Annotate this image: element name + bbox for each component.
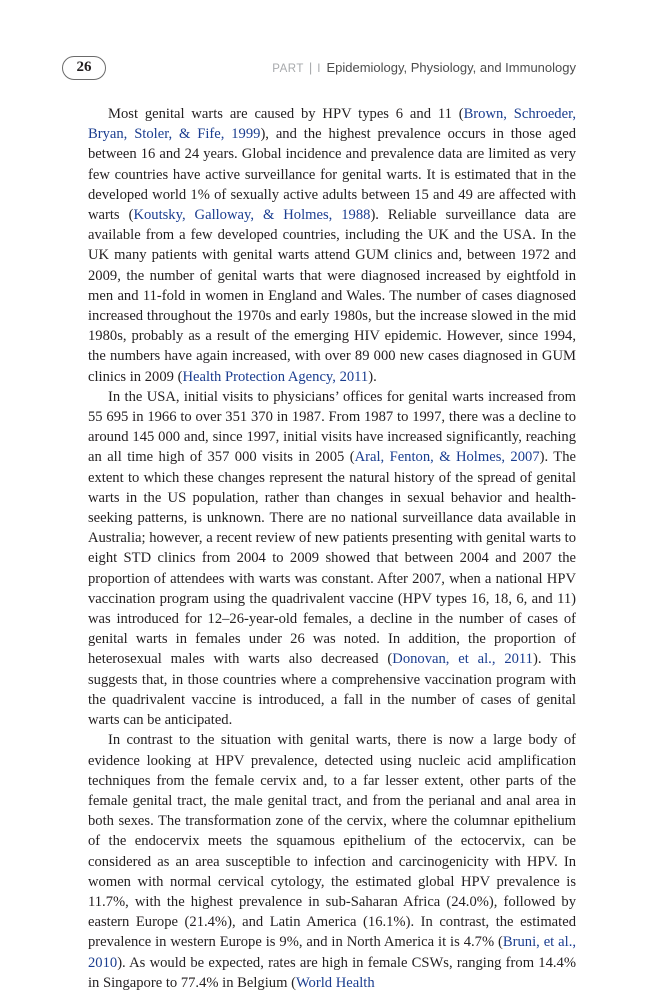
- separator: |: [308, 60, 313, 75]
- paragraph: [88, 387, 576, 730]
- body-text-run: In contrast to the situation with genital warts, there is now a large body of evidence looking at HPV prevalence, detected using nucleic acid amplification techniques from the female cervix and, to a far lesser extent, other parts of the female genital tract, the male genital tract, and from the perianal and anal area in both sexes. The transformation zone of the cervix, where the columnar epithelium of the endocervix meets the squamous epithelium of the ectocervix, can be considered as an area susceptible to infection and carcinogenicity with HPV. In women with normal cervical cytology, the estimated global HPV prevalence is 11.7%, with the highest prevalence in sub-Saharan Africa (24.0%), followed by eastern Europe (21.4%), and Latin America (16.1%). In contrast, the estimated prevalence in western Europe is 9%, and in North America it is 4.7% (: [88, 732, 576, 951]
- citation-link[interactable]: Bruni, et al., 2010: [88, 934, 576, 971]
- citation-link[interactable]: Donovan, et al., 2011: [392, 651, 533, 668]
- body-text-run: ), and the highest prevalence occurs in those aged between 16 and 24 years. Global incidence and prevalence data are limited as very few countries have active surveillance for genital warts. It is estimated that in the developed world 1% of sexually active adults between 15 and 49 are affected with warts (: [88, 126, 576, 224]
- body-text-run: In the USA, initial visits to physicians’ offices for genital warts increased from 55 695 in 1966 to over 351 370 in 1987. From 1987 to 1997, there was a decline to around 145 000 and, since 1997, initial visits have increased significantly, reaching an all time high of 357 000 visits in 2005 (: [88, 388, 576, 466]
- citation-link[interactable]: Health Protection Agency, 2011: [182, 368, 369, 385]
- chapter-title: Epidemiology, Physiology, and Immunology: [326, 60, 576, 75]
- running-head: [272, 60, 576, 75]
- body-text-run: ). As would be expected, rates are high in female CSWs, ranging from 14.4% in Singapore to 77.4% in Belgium (: [88, 954, 576, 991]
- paragraph: [88, 730, 576, 993]
- page-number: 26: [62, 56, 106, 80]
- running-header: [0, 56, 666, 86]
- citation-link[interactable]: Aral, Fenton, & Holmes, 2007: [354, 449, 540, 466]
- citation-link[interactable]: Koutsky, Galloway, & Holmes, 1988: [133, 207, 371, 224]
- citation-link[interactable]: Brown, Schroeder, Bryan, Stoler, & Fife, 1999: [88, 106, 577, 143]
- part-number: I: [317, 63, 321, 75]
- body-text-run: ). Reliable surveillance data are available from a few developed countries, including the UK and the USA. In the UK many patients with genital warts attend GUM clinics and, between 1972 and 2009, the number of genital warts that were diagnosed increased by eightfold in men and 11-fold in women in England and Wales. The number of cases diagnosed increased throughout the 1970s and early 1980s, but the increase slowed in the mid 1980s, probably as a result of the emerging HIV epidemic. However, since 1994, the numbers have again increased, with over 89 000 new cases diagnosed in GUM clinics in 2009 (: [88, 207, 577, 385]
- part-label: PART: [272, 63, 304, 75]
- body-text-run: Most genital warts are caused by HPV types 6 and 11 (: [108, 106, 464, 122]
- body-text: [88, 104, 576, 993]
- body-text-run: ). The extent to which these changes represent the natural history of the spread of genital warts in the US population, rather than changes in sexual behavior and health-seeking patterns, is unknown. There are no national surveillance data available in Australia; however, a recent review of new patients presenting with genital warts to eight STD clinics from 2004 to 2009 showed that between 2004 and 2007 the proportion of attendees with warts was constant. After 2007, when a national HPV vaccination program using the quadrivalent vaccine (HPV types 16, 18, 6, and 11) was introduced for 12–26-year-old females, a decline in the number of cases of genital warts in females under 26 was noted. In addition, the proportion of heterosexual males with warts also decreased (: [88, 449, 576, 668]
- body-text-run: ). This suggests that, in those countries where a comprehensive vaccination program with the quadrivalent vaccine is introduced, a fall in the number of cases of genital warts can be anticipated.: [88, 651, 576, 729]
- body-text-run: ).: [368, 368, 377, 385]
- paragraph: [88, 104, 576, 387]
- citation-link[interactable]: World Health: [295, 974, 375, 991]
